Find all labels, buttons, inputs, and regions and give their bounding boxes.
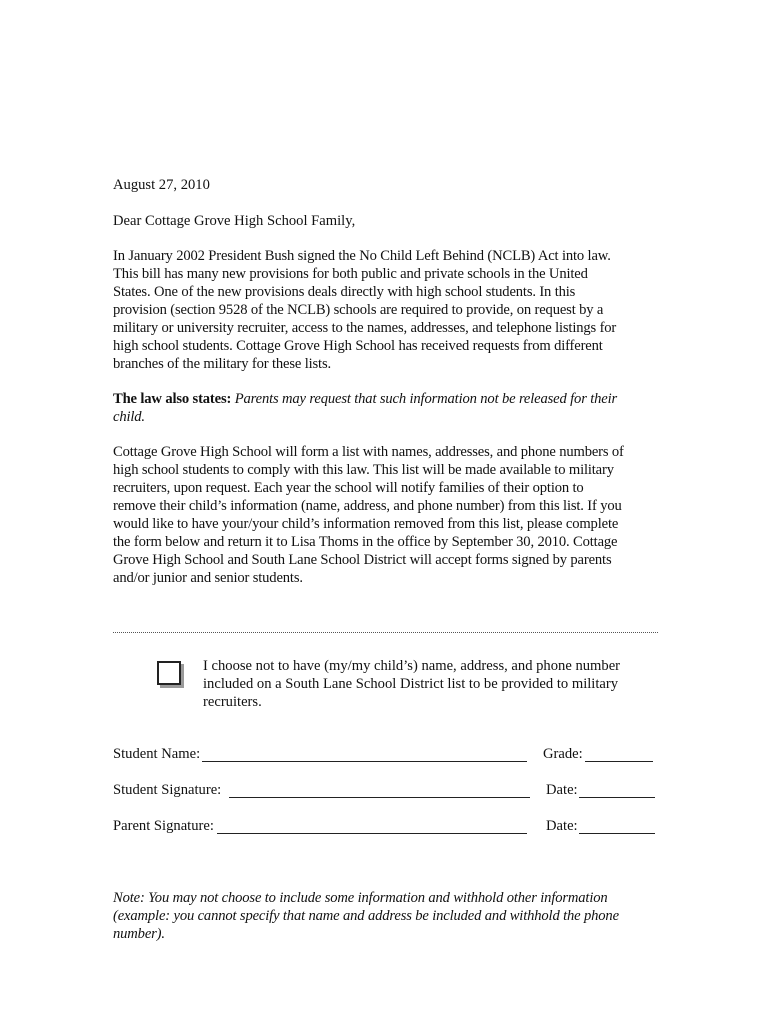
student-date-field[interactable] <box>579 783 655 798</box>
student-name-label: Student Name: <box>113 746 201 762</box>
paragraph-line: and/or junior and senior students. <box>113 570 303 586</box>
list-paragraph <box>113 443 673 587</box>
salutation: Dear Cottage Grove High School Family, <box>113 213 356 229</box>
student-date-label: Date: <box>546 782 578 798</box>
paragraph-line: In January 2002 President Bush signed the No Child Left Behind (NCLB) Act into law. <box>113 248 611 264</box>
paragraph-line: high school students. Cottage Grove High School has received requests from different <box>113 338 603 354</box>
parent-signature-field[interactable] <box>217 819 527 834</box>
optout-line: recruiters. <box>203 694 262 710</box>
paragraph-line: States. One of the new provisions deals directly with high school students. In this <box>113 284 576 300</box>
parent-signature-row <box>113 818 658 838</box>
optout-checkbox[interactable] <box>157 661 181 685</box>
student-signature-field[interactable] <box>229 783 530 798</box>
law-paragraph <box>113 390 673 426</box>
parent-date-label: Date: <box>546 818 578 834</box>
paragraph-line: military or university recruiter, access to the names, addresses, and telephone listings for <box>113 320 617 336</box>
note-line: number). <box>113 926 165 942</box>
paragraph-line: Cottage Grove High School will form a list with names, addresses, and phone numbers of <box>113 444 624 460</box>
note-line: (example: you cannot specify that name and address be included and withhold the phone <box>113 908 619 924</box>
optout-line: I choose not to have (my/my child’s) name, address, and phone number <box>203 658 621 674</box>
intro-paragraph <box>113 247 673 373</box>
paragraph-line: This bill has many new provisions for both public and private schools in the United <box>113 266 588 282</box>
grade-field[interactable] <box>585 747 653 762</box>
paragraph-line: branches of the military for these lists. <box>113 356 331 372</box>
student-name-row <box>113 746 658 766</box>
student-name-field[interactable] <box>202 747 527 762</box>
paragraph-line: recruiters, upon request. Each year the school will notify families of their option to <box>113 480 584 496</box>
parent-signature-label: Parent Signature: <box>113 818 214 834</box>
law-label: The law also states: <box>113 391 232 407</box>
parent-date-field[interactable] <box>579 819 655 834</box>
footnote <box>113 889 673 943</box>
paragraph-line: high school students to comply with this law. This list will be made available to military <box>113 462 614 478</box>
law-text-continued: child. <box>113 409 145 425</box>
optout-line: included on a South Lane School District list to be provided to military <box>203 676 619 692</box>
note-line: Note: You may not choose to include some information and withhold other information <box>113 890 608 906</box>
law-text: Parents may request that such information not be released for their <box>234 391 618 407</box>
paragraph-line: Grove High School and South Lane School District will accept forms signed by parents <box>113 552 612 568</box>
student-signature-label: Student Signature: <box>113 782 222 798</box>
paragraph-line: provision (section 9528 of the NCLB) schools are required to provide, on request by a <box>113 302 604 318</box>
paragraph-line: would like to have your/your child’s information removed from this list, please complete <box>113 516 619 532</box>
paragraph-line: the form below and return it to Lisa Thoms in the office by September 30, 2010. Cottage <box>113 534 618 550</box>
letter-date: August 27, 2010 <box>113 177 210 193</box>
paragraph-line: remove their child’s information (name, address, and phone number) from this list. If you <box>113 498 622 514</box>
student-signature-row <box>113 782 658 802</box>
grade-label: Grade: <box>543 746 583 762</box>
cut-line-divider <box>113 632 658 633</box>
optout-statement <box>203 657 658 711</box>
